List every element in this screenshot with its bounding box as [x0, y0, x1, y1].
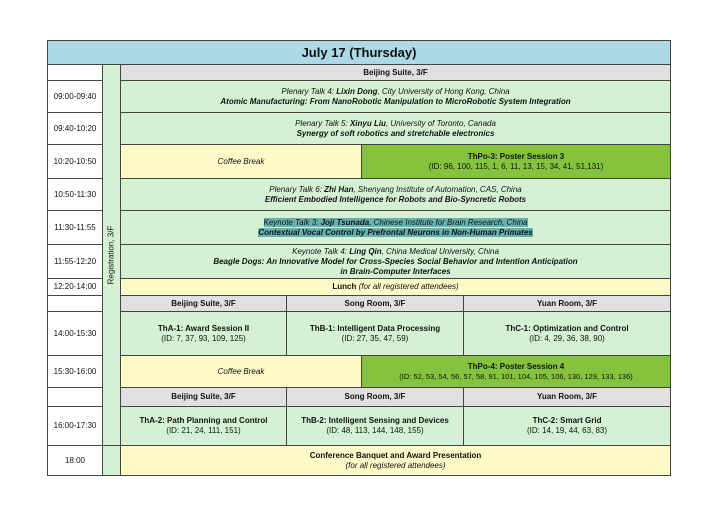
time-cell: 09:00-09:40 — [48, 81, 103, 113]
time-cell: 10:50-11:30 — [48, 179, 103, 211]
session-thc-2: ThC-2: Smart Grid (ID: 14, 19, 44, 63, 83) — [464, 407, 671, 446]
room-header-song: Song Room, 3/F — [287, 388, 464, 407]
registration-label: Registration, 3/F — [106, 225, 116, 285]
keynote-talk-4: Keynote Talk 4: Ling Qin, China Medical University, China Beagle Dogs: An Innovative Model for Cross-Species Social Behavior and Intention Anticipation in Brain-Computer Interfaces — [121, 245, 671, 279]
lunch-break: Lunch (for all registered attendees) — [121, 279, 671, 296]
session-title: ThPo-4: Poster Session 4 — [467, 361, 565, 371]
room-header-yuan: Yuan Room, 3/F — [464, 296, 671, 312]
time-cell: 09:40-10:20 — [48, 113, 103, 145]
poster-session-4 — [362, 356, 671, 388]
coffee-break: Coffee Break — [121, 356, 362, 388]
coffee-break: Coffee Break — [121, 145, 362, 179]
speaker-name: Zhi Han — [324, 184, 354, 194]
speaker-name: Lixin Dong — [336, 86, 378, 96]
talk-title: Contextual Vocal Control by Prefrontal Neurons in Non-Human Primates — [258, 227, 533, 237]
time-cell: 11:55-12:20 — [48, 245, 103, 279]
time-cell: 16:00-17:30 — [48, 407, 103, 446]
session-tha-2: ThA-2: Path Planning and Control (ID: 21, 24, 111, 151) — [121, 407, 287, 446]
plenary-talk-5: Plenary Talk 5: Xinyu Liu, University of Toronto, Canada Synergy of soft robotics and stretchable electronics — [121, 113, 671, 145]
registration-column — [103, 65, 121, 446]
plenary-talk-6: Plenary Talk 6: Zhi Han, Shenyang Institute of Automation, CAS, China Efficient Embodied Intelligence for Robots and Bio-Syncretic Robots — [121, 179, 671, 211]
session-ids: (ID: 96, 100, 115, 1, 6, 11, 13, 15, 34, 41, 51,131) — [428, 161, 604, 171]
poster-session-3 — [362, 145, 671, 179]
room-header-yuan: Yuan Room, 3/F — [464, 388, 671, 407]
time-cell: 11:30-11:55 — [48, 211, 103, 245]
talk-title-line1: Beagle Dogs: An Innovative Model for Cross-Species Social Behavior and Intention Anticipation — [213, 256, 578, 266]
session-title: ThPo-3: Poster Session 3 — [467, 151, 565, 161]
plenary-talk-4: Plenary Talk 4: Lixin Dong, City University of Hong Kong, China Atomic Manufacturing: From NanoRobotic Manipulation to MicroRobotic System Integration — [121, 81, 671, 113]
session-ids: (ID: 52, 53, 54, 56, 57, 58, 91, 101, 104, 105, 106, 130, 129, 133, 136) — [399, 371, 633, 381]
schedule-table — [47, 40, 671, 476]
schedule-header — [48, 41, 671, 65]
session-thb-1: ThB-1: Intelligent Data Processing (ID: 27, 35, 47, 59) — [287, 312, 464, 356]
time-cell: 18:00 — [48, 446, 103, 476]
speaker-name: Xinyu Liu — [349, 118, 386, 128]
session-thb-2: ThB-2: Intelligent Sensing and Devices (ID: 48, 113, 144, 148, 155) — [287, 407, 464, 446]
room-header-beijing: Beijing Suite, 3/F — [121, 296, 287, 312]
registration-column-end — [103, 446, 121, 476]
speaker-name: Ling Qin — [349, 246, 382, 256]
room-header-beijing: Beijing Suite, 3/F — [121, 388, 287, 407]
talk-title-line2: in Brain-Computer Interfaces — [340, 266, 451, 276]
page-title: July 17 (Thursday) — [301, 44, 417, 60]
room-header-song: Song Room, 3/F — [287, 296, 464, 312]
time-cell-empty — [48, 296, 103, 312]
time-cell: 10:20-10:50 — [48, 145, 103, 179]
keynote-talk-3: Keynote Talk 3: Joji Tsunada, Chinese Institute for Brain Research, China Contextual Vocal Control by Prefrontal Neurons in Non-Human Primates — [121, 211, 671, 245]
talk-title: Efficient Embodied Intelligence for Robots and Bio-Syncretic Robots — [264, 194, 527, 204]
talk-title: Synergy of soft robotics and stretchable electronics — [296, 128, 495, 138]
talk-title: Atomic Manufacturing: From NanoRobotic Manipulation to MicroRobotic System Integration — [220, 96, 571, 106]
room-header-beijing: Beijing Suite, 3/F — [121, 65, 671, 81]
time-cell: 14:00-15:30 — [48, 312, 103, 356]
session-thc-1: ThC-1: Optimization and Control (ID: 4, 29, 36, 38, 90) — [464, 312, 671, 356]
time-cell: 15:30-16:00 — [48, 356, 103, 388]
time-cell-empty — [48, 388, 103, 407]
time-cell: 12:20-14:00 — [48, 279, 103, 296]
speaker-name: Joji Tsunada — [320, 217, 370, 227]
banquet: Conference Banquet and Award Presentation (for all registered attendees) — [121, 446, 671, 476]
session-tha-1: ThA-1: Award Session II (ID: 7, 37, 93, 109, 125) — [121, 312, 287, 356]
time-cell-empty — [48, 65, 103, 81]
